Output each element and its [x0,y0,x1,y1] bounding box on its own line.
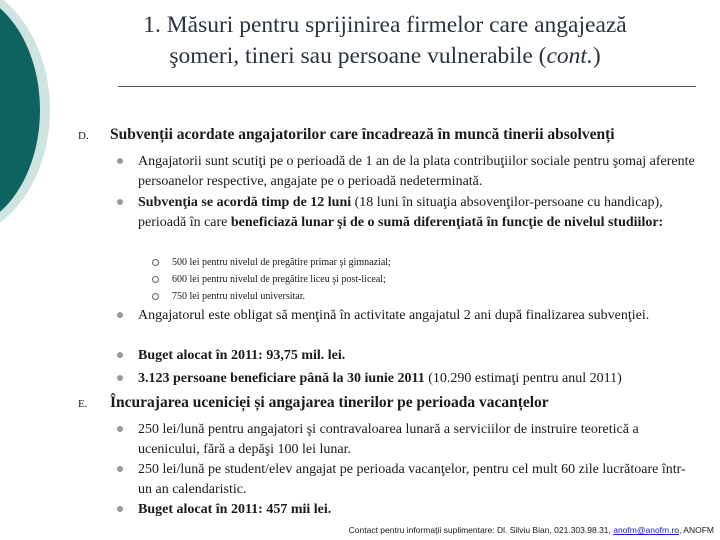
list-item-text: Angajatorii sunt scutiţi pe o perioadă de 1 an de la plata contribuţiilor sociale pentru şomaj aferente persoanelor respective, angajate pe o perioadă nedeterminată. [138,154,695,189]
title-divider [118,86,696,87]
title-line-2 [60,41,710,72]
title-close-paren: ) [592,43,601,69]
list-item-text: 250 lei/lună pe student/elev angajat pe perioada vacanţelor, pentru cel mult 60 zile lucrătoare într-un an calendaristic. [138,462,686,497]
plain-text: (18 luni în situaţia absovenţilor-persoane cu handicap), perioadă în care [138,195,663,230]
sub-list-item-text: 750 lei pentru nivelul universitar. [172,291,306,302]
section-d-letter: D. [78,130,89,142]
footer-suffix: , ANOFM [679,525,714,535]
list-item-text [138,193,698,232]
section-d-heading [78,126,615,144]
plain-text: (10.290 estimaţi pentru anul 2011) [424,371,622,386]
bullet-icon [117,506,123,512]
sub-list-item-text: 600 lei pentru nivelul de pregătire liceu şi post-liceal; [172,274,386,285]
bullet-icon [117,426,123,432]
title-line-1: 1. Măsuri pentru sprijinirea firmelor care angajează [143,12,627,38]
decorative-side-circles [0,0,60,540]
ring-bullet-icon [152,259,159,266]
bullet-icon [117,312,123,318]
bullet-icon [117,199,123,205]
bullet-icon [117,375,123,381]
bold-text: Subvenţia se acordă timp de 12 luni [138,195,352,210]
list-item-text [138,369,698,389]
section-e-letter: E. [78,398,88,410]
section-e-heading [78,394,549,412]
footer-text: Contact pentru informaţii suplimentare: Dl. Silviu Bian, 021.303.98.31, [348,525,614,535]
bullet-icon [117,158,123,164]
list-item-text: Buget alocat în 2011: 457 mii lei. [138,502,332,517]
title-cont-italic: cont. [546,43,593,69]
ring-bullet-icon [152,276,159,283]
bullet-icon [117,466,123,472]
ring-bullet-icon [152,293,159,300]
email-link[interactable]: anofm@anofm.ro [613,525,680,535]
sub-list-item-text: 500 lei pentru nivelul de pregătire primar şi gimnazial; [172,257,391,268]
section-d-title: Subvenții acordate angajatorilor care încadrează în muncă tinerii absolvenți [110,126,615,143]
slide-title [60,10,710,72]
footer-contact [349,525,714,535]
list-item-text: 250 lei/lună pentru angajatori şi contravaloarea lunară a serviciilor de instruire teoretică a ucenicului, fără a depăşi 100 lei lunar. [138,422,639,457]
bold-text: beneficiază lunar şi de o sumă diferenţiată în funcţie de nivelul studiilor: [230,214,664,230]
bullet-icon [117,352,123,358]
section-e-title: Încurajarea ucenicie̦i și angajarea tinerilor pe perioada vacanțelor [110,394,549,411]
bold-text: 3.123 persoane beneficiare până la 30 iunie 2011 [138,371,425,386]
list-item-text: Angajatorul este obligat să menţină în activitate angajatul 2 ani după finalizarea subvenţiei. [138,308,650,323]
list-item-text: Buget alocat în 2011: 93,75 mil. lei. [138,348,346,363]
title-line-2-text: şomeri, tineri sau persoane vulnerabile ( [169,43,547,69]
